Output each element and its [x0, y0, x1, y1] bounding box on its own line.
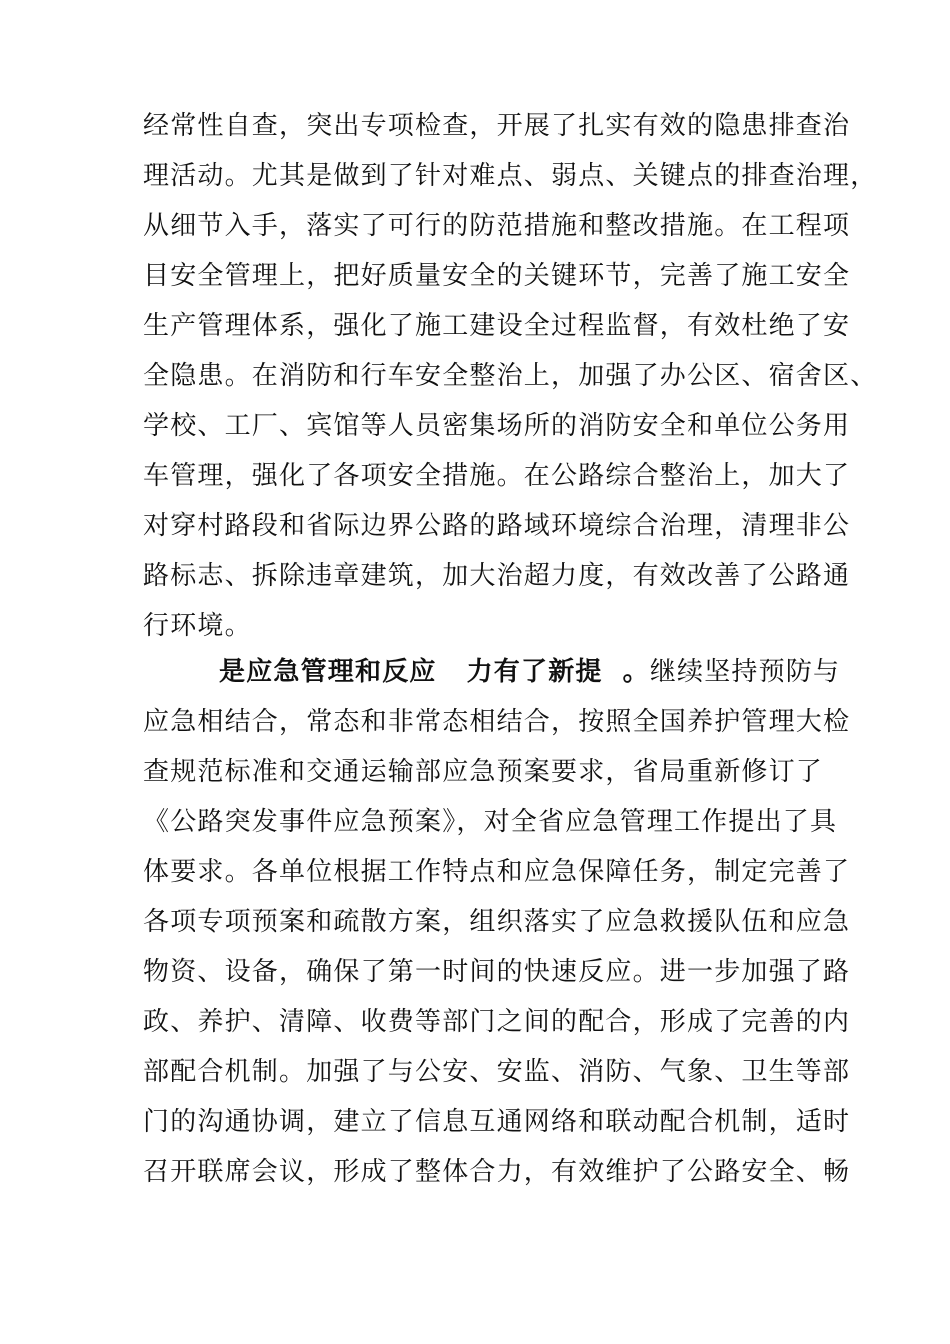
paragraph2-line-10: 门的沟通协调，建立了信息互通网络和联动配合机制，适时 [143, 1107, 851, 1137]
paragraph1-line-11: 行环境。 [143, 611, 252, 641]
paragraph2-line-11: 召开联席会议，形成了整体合力，有效维护了公路安全、畅 [143, 1157, 851, 1187]
paragraph1-line-4: 目安全管理上，把好质量安全的关键环节，完善了施工安全 [143, 261, 851, 291]
section-heading-period: 。 [622, 657, 650, 687]
section-heading-part2: 力有了新提 [466, 657, 603, 687]
paragraph2-line-4: 《公路突发事件应急预案》，对全省应急管理工作提出了具 [143, 807, 838, 837]
paragraph2-line-8: 政、养护、清障、收费等部门之间的配合，形成了完善的内 [143, 1007, 851, 1037]
paragraph2-line-2: 应急相结合，常态和非常态相结合，按照全国养护管理大检 [143, 707, 851, 737]
paragraph1-line-1: 经常性自查，突出专项检查，开展了扎实有效的隐患排查治 [143, 111, 851, 141]
paragraph1-line-8: 车管理，强化了各项安全措施。在公路综合整治上，加大了 [143, 461, 851, 491]
paragraph1-line-7: 学校、工厂、宾馆等人员密集场所的消防安全和单位公务用 [143, 411, 851, 441]
paragraph2-line-9: 部配合机制。加强了与公安、安监、消防、气象、卫生等部 [143, 1057, 851, 1087]
paragraph2-first-line-text: 继续坚持预防与 [649, 657, 841, 687]
paragraph2-line-6: 各项专项预案和疏散方案，组织落实了应急救援队伍和应急 [143, 907, 851, 937]
paragraph1-line-10: 路标志、拆除违章建筑，加大治超力度，有效改善了公路通 [143, 561, 851, 591]
section-heading-part1: 是应急管理和反应 [219, 657, 437, 687]
paragraph1-line-9: 对穿村路段和省际边界公路的路域环境综合治理，清理非公 [143, 511, 851, 541]
paragraph2-line-1 [219, 652, 841, 692]
paragraph2-line-3: 查规范标准和交通运输部应急预案要求，省局重新修订了 [143, 757, 824, 787]
paragraph2-line-7: 物资、设备，确保了第一时间的快速反应。进一步加强了路 [143, 957, 851, 987]
paragraph2-line-5: 体要求。各单位根据工作特点和应急保障任务，制定完善了 [143, 857, 851, 887]
paragraph1-line-2: 理活动。尤其是做到了针对难点、弱点、关键点的排查治理， [143, 161, 878, 191]
paragraph1-line-5: 生产管理体系，强化了施工建设全过程监督，有效杜绝了安 [143, 311, 851, 341]
paragraph1-line-3: 从细节入手，落实了可行的防范措施和整改措施。在工程项 [143, 211, 851, 241]
paragraph1-line-6: 全隐患。在消防和行车安全整治上，加强了办公区、宿舍区、 [143, 361, 878, 391]
